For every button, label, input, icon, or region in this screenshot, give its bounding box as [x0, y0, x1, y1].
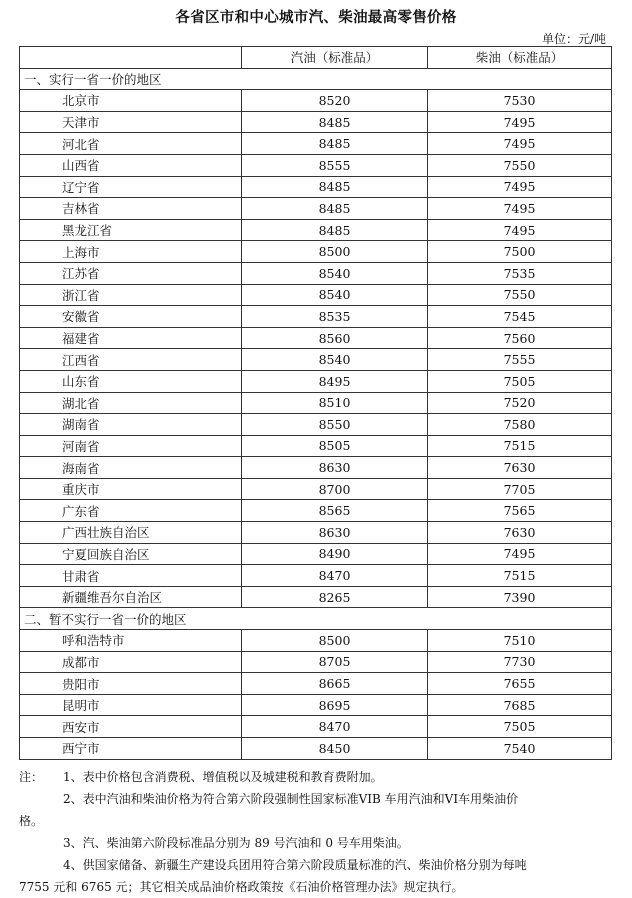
- diesel-price: 7520: [428, 392, 612, 414]
- note-text: 4、供国家储备、新疆生产建设兵团用符合第六阶段质量标准的汽、柴油价格分别为每吨: [63, 858, 527, 872]
- table-row: [20, 154, 612, 176]
- diesel-price: 7545: [428, 306, 612, 328]
- region-name: 江苏省: [20, 262, 242, 284]
- gasoline-price: 8555: [242, 154, 428, 176]
- region-name: 成都市: [20, 651, 242, 673]
- diesel-price: 7550: [428, 154, 612, 176]
- header-diesel: 柴油（标准品）: [428, 47, 612, 69]
- gasoline-price: 8540: [242, 349, 428, 371]
- table-header-row: [20, 47, 612, 69]
- note-text: 1、表中价格包含消费税、增值税以及城建税和教育费附加。: [63, 770, 383, 784]
- table-row: [20, 414, 612, 436]
- region-name: 宁夏回族自治区: [20, 543, 242, 565]
- gasoline-price: 8490: [242, 543, 428, 565]
- table-row: [20, 198, 612, 220]
- gasoline-price: 8470: [242, 565, 428, 587]
- diesel-price: 7580: [428, 414, 612, 436]
- gasoline-price: 8705: [242, 651, 428, 673]
- diesel-price: 7505: [428, 370, 612, 392]
- gasoline-price: 8485: [242, 111, 428, 133]
- region-name: 江西省: [20, 349, 242, 371]
- price-table: [19, 46, 612, 760]
- document-title: 各省区市和中心城市汽、柴油最高零售价格: [175, 10, 457, 26]
- diesel-price: 7500: [428, 241, 612, 263]
- table-row: [20, 457, 612, 479]
- table-row: [20, 435, 612, 457]
- region-name: 湖南省: [20, 414, 242, 436]
- gasoline-price: 8665: [242, 673, 428, 695]
- section-label: 二、暂不实行一省一价的地区: [20, 608, 612, 630]
- note-text: 格。: [19, 814, 44, 828]
- note-text: 3、汽、柴油第六阶段标准品分别为 89 号汽油和 0 号车用柴油。: [63, 836, 409, 850]
- diesel-price: 7510: [428, 630, 612, 652]
- region-name: 呼和浩特市: [20, 630, 242, 652]
- table-row: [20, 630, 612, 652]
- diesel-price: 7495: [428, 176, 612, 198]
- region-name: 海南省: [20, 457, 242, 479]
- region-name: 上海市: [20, 241, 242, 263]
- gasoline-price: 8510: [242, 392, 428, 414]
- region-name: 广东省: [20, 500, 242, 522]
- table-row: [20, 327, 612, 349]
- table-body: [20, 68, 612, 759]
- table-row: [20, 349, 612, 371]
- region-name: 西宁市: [20, 738, 242, 760]
- diesel-price: 7730: [428, 651, 612, 673]
- gasoline-price: 8485: [242, 198, 428, 220]
- region-name: 黑龙江省: [20, 219, 242, 241]
- region-name: 西安市: [20, 716, 242, 738]
- note-line: [19, 854, 613, 876]
- gasoline-price: 8485: [242, 219, 428, 241]
- diesel-price: 7505: [428, 716, 612, 738]
- note-text: 2、表中汽油和柴油价格为符合第六阶段强制性国家标准VIB 车用汽油和VI车用柴油价: [63, 792, 519, 806]
- diesel-price: 7550: [428, 284, 612, 306]
- region-name: 天津市: [20, 111, 242, 133]
- section-row: [20, 608, 612, 630]
- gasoline-price: 8540: [242, 284, 428, 306]
- diesel-price: 7495: [428, 543, 612, 565]
- table-row: [20, 111, 612, 133]
- region-name: 昆明市: [20, 694, 242, 716]
- gasoline-price: 8535: [242, 306, 428, 328]
- region-name: 安徽省: [20, 306, 242, 328]
- gasoline-price: 8550: [242, 414, 428, 436]
- region-name: 贵阳市: [20, 673, 242, 695]
- region-name: 北京市: [20, 90, 242, 112]
- diesel-price: 7555: [428, 349, 612, 371]
- diesel-price: 7685: [428, 694, 612, 716]
- diesel-price: 7495: [428, 219, 612, 241]
- table-row: [20, 133, 612, 155]
- diesel-price: 7515: [428, 435, 612, 457]
- region-name: 河南省: [20, 435, 242, 457]
- gasoline-price: 8495: [242, 370, 428, 392]
- diesel-price: 7630: [428, 457, 612, 479]
- header-gasoline: 汽油（标准品）: [242, 47, 428, 69]
- table-row: [20, 284, 612, 306]
- gasoline-price: 8450: [242, 738, 428, 760]
- unit-label: 单位：元/吨: [541, 32, 606, 46]
- notes-prefix: 注：: [19, 770, 44, 784]
- table-row: [20, 241, 612, 263]
- note-line: [19, 788, 613, 810]
- notes-block: [19, 766, 613, 898]
- gasoline-price: 8540: [242, 262, 428, 284]
- header-region: [20, 47, 242, 69]
- diesel-price: 7515: [428, 565, 612, 587]
- region-name: 重庆市: [20, 478, 242, 500]
- gasoline-price: 8630: [242, 522, 428, 544]
- gasoline-price: 8500: [242, 630, 428, 652]
- gasoline-price: 8560: [242, 327, 428, 349]
- table-row: [20, 306, 612, 328]
- diesel-price: 7495: [428, 133, 612, 155]
- region-name: 辽宁省: [20, 176, 242, 198]
- gasoline-price: 8695: [242, 694, 428, 716]
- section-label: 一、实行一省一价的地区: [20, 68, 612, 90]
- region-name: 吉林省: [20, 198, 242, 220]
- note-line: [19, 832, 613, 854]
- table-row: [20, 262, 612, 284]
- note-line: [19, 876, 613, 898]
- region-name: 山西省: [20, 154, 242, 176]
- gasoline-price: 8565: [242, 500, 428, 522]
- gasoline-price: 8470: [242, 716, 428, 738]
- diesel-price: 7495: [428, 111, 612, 133]
- gasoline-price: 8485: [242, 176, 428, 198]
- region-name: 湖北省: [20, 392, 242, 414]
- region-name: 新疆维吾尔自治区: [20, 586, 242, 608]
- diesel-price: 7390: [428, 586, 612, 608]
- note-line: [19, 766, 613, 788]
- diesel-price: 7495: [428, 198, 612, 220]
- diesel-price: 7705: [428, 478, 612, 500]
- table-row: [20, 370, 612, 392]
- gasoline-price: 8505: [242, 435, 428, 457]
- region-name: 浙江省: [20, 284, 242, 306]
- table-row: [20, 176, 612, 198]
- table-row: [20, 651, 612, 673]
- table-row: [20, 586, 612, 608]
- table-row: [20, 392, 612, 414]
- table-row: [20, 565, 612, 587]
- diesel-price: 7535: [428, 262, 612, 284]
- table-row: [20, 716, 612, 738]
- diesel-price: 7530: [428, 90, 612, 112]
- gasoline-price: 8630: [242, 457, 428, 479]
- region-name: 福建省: [20, 327, 242, 349]
- table-row: [20, 543, 612, 565]
- table-row: [20, 478, 612, 500]
- note-text: 7755 元和 6765 元；其它相关成品油价格政策按《石油价格管理办法》规定执行。: [19, 880, 464, 894]
- section-row: [20, 68, 612, 90]
- gasoline-price: 8700: [242, 478, 428, 500]
- gasoline-price: 8500: [242, 241, 428, 263]
- table-row: [20, 673, 612, 695]
- diesel-price: 7630: [428, 522, 612, 544]
- table-row: [20, 738, 612, 760]
- table-row: [20, 219, 612, 241]
- gasoline-price: 8485: [242, 133, 428, 155]
- gasoline-price: 8520: [242, 90, 428, 112]
- diesel-price: 7655: [428, 673, 612, 695]
- region-name: 河北省: [20, 133, 242, 155]
- table-row: [20, 90, 612, 112]
- diesel-price: 7565: [428, 500, 612, 522]
- table-row: [20, 694, 612, 716]
- diesel-price: 7540: [428, 738, 612, 760]
- diesel-price: 7560: [428, 327, 612, 349]
- region-name: 广西壮族自治区: [20, 522, 242, 544]
- region-name: 山东省: [20, 370, 242, 392]
- region-name: 甘肃省: [20, 565, 242, 587]
- table-row: [20, 500, 612, 522]
- table-row: [20, 522, 612, 544]
- gasoline-price: 8265: [242, 586, 428, 608]
- note-line: [19, 810, 613, 832]
